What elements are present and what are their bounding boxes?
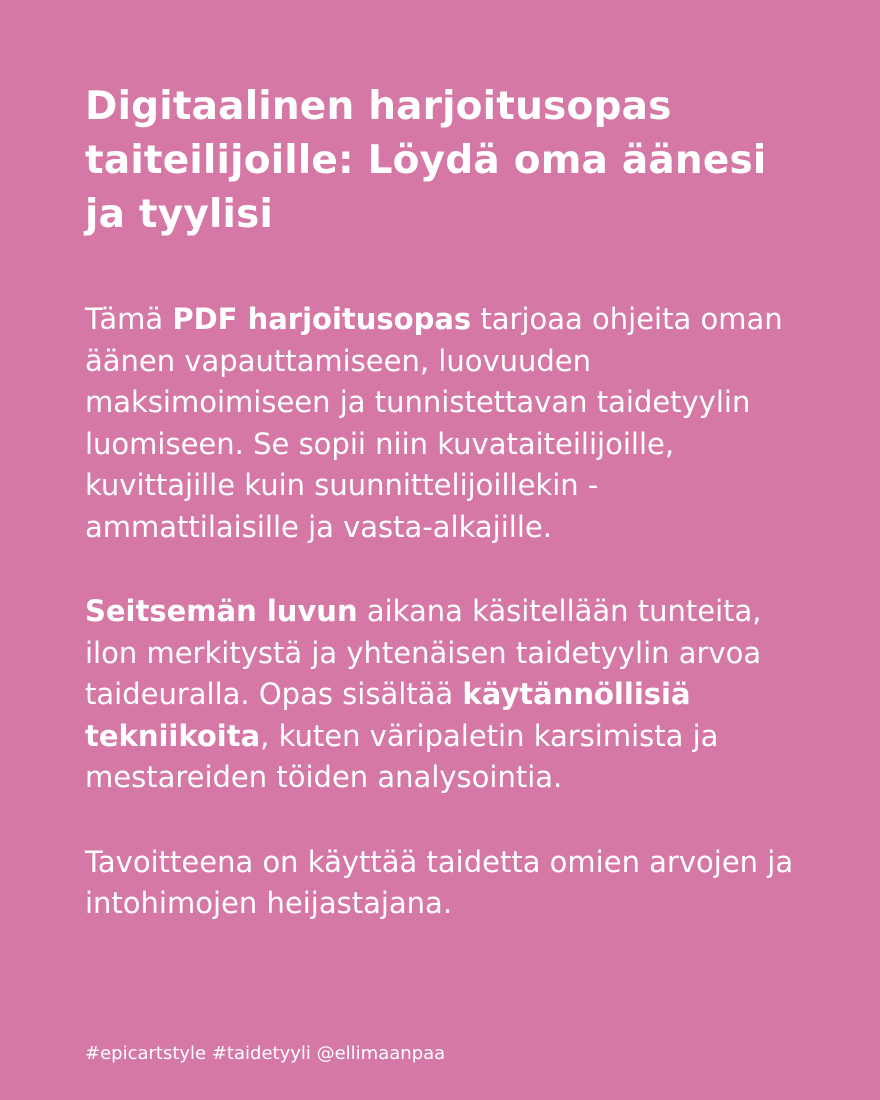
intro-bold-text: PDF harjoitusopas — [172, 302, 472, 336]
chapters-bold-text: Seitsemän luvun — [85, 594, 358, 628]
intro-rest-text: tarjoaa ohjeita oman äänen vapauttamiseen, luovuuden maksimoimiseen ja tunnistettavan taidetyylin luomiseen. Se sopii niin kuvataiteilijoille, kuvittajille kuin suunnittelijoillekin - ammattilaisille ja vasta-alkajille. — [85, 302, 783, 544]
chapters-paragraph — [85, 591, 820, 799]
hashtags-line: #epicartstyle #taidetyyli @ellimaanpaa — [85, 1043, 446, 1064]
goal-paragraph: Tavoitteena on käyttää taidetta omien arvojen ja intohimojen heijastajana. — [85, 844, 794, 920]
intro-paragraph — [85, 299, 820, 548]
chapters-bold-text-2: käytännöllisiä tekniikoita — [85, 677, 691, 753]
chapters-text-1: aikana käsitellään tunteita, ilon merkitystä ja yhtenäisen taidetyylin arvoa taideuralla. Opas sisältää — [85, 594, 762, 711]
intro-lead-text: Tämä — [85, 302, 173, 336]
chapters-text-2: , kuten väripaletin karsimista ja mestareiden töiden analysointia. — [85, 718, 719, 794]
post-title: Digitaalinen harjoitusopas taiteilijoille: Löydä oma äänesi ja tyylisi — [85, 84, 767, 237]
